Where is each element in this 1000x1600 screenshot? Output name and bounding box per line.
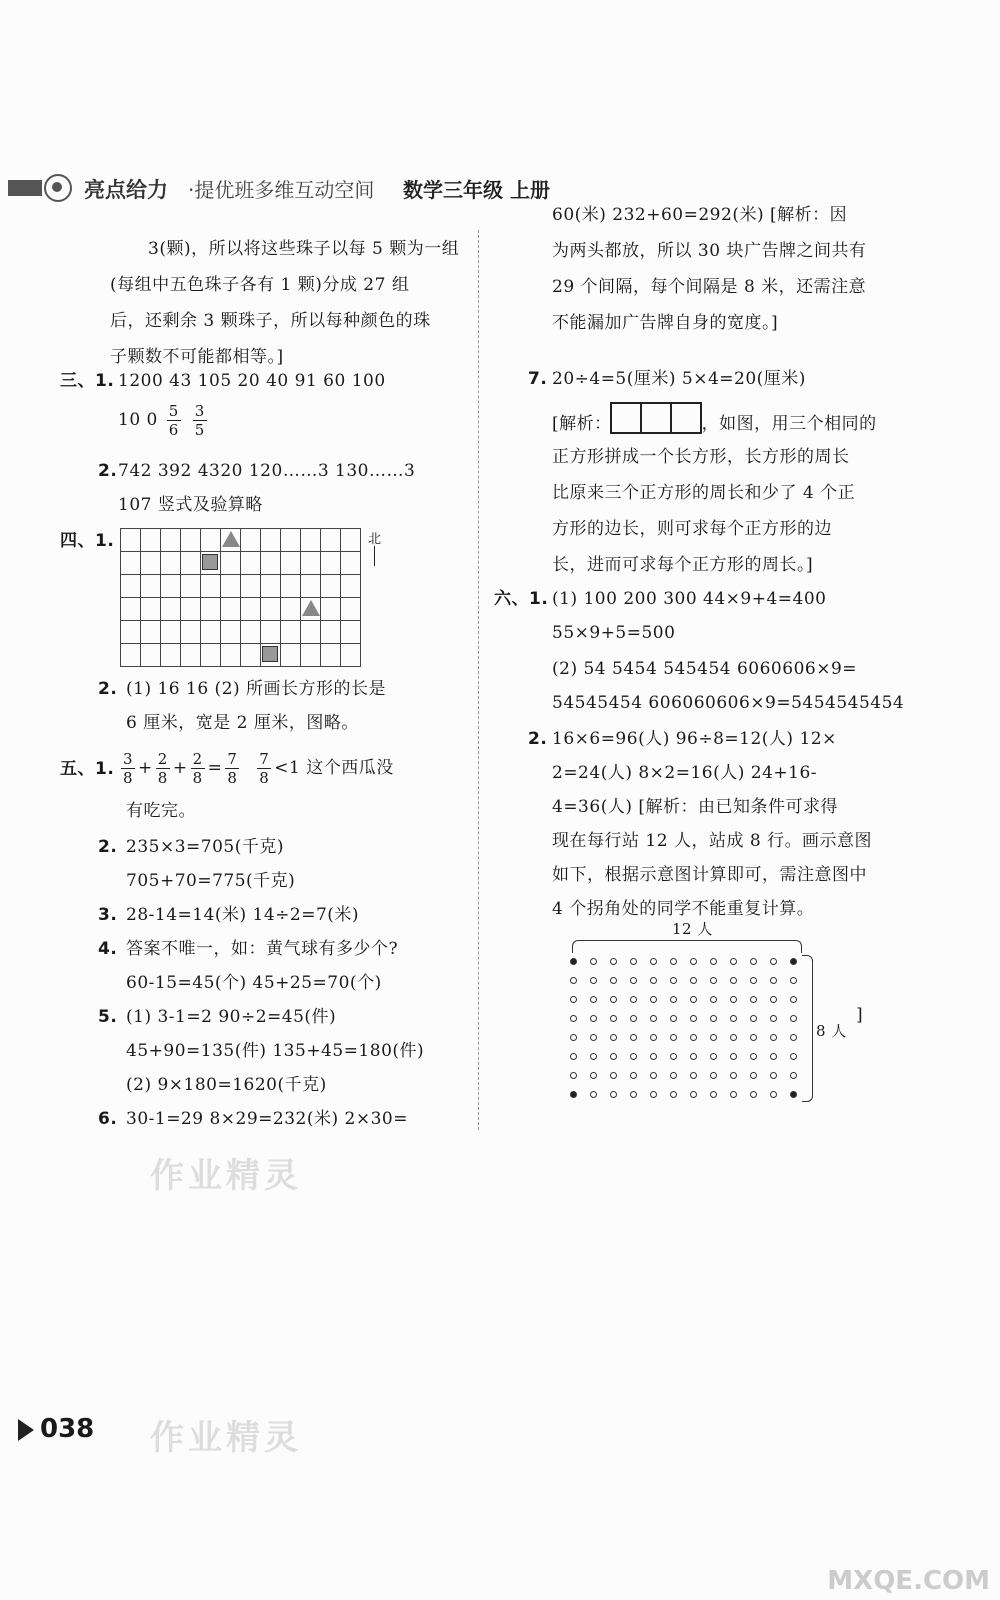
brand-logo-icon <box>44 174 72 202</box>
square <box>640 402 672 434</box>
student-dot <box>690 1034 697 1041</box>
student-dot <box>630 1034 637 1041</box>
text-line: (1) 100 200 300 44×9+4=400 <box>552 589 827 609</box>
student-dot <box>590 1015 597 1022</box>
grid-cell <box>220 643 241 667</box>
student-dot <box>770 1091 777 1098</box>
page-number: 038 <box>40 1414 95 1444</box>
triangle-marker-icon <box>222 531 240 547</box>
square-marker-icon <box>202 554 218 570</box>
student-dot <box>770 1072 777 1079</box>
grid-cell <box>120 597 141 621</box>
item-label: 6. <box>98 1109 118 1129</box>
three-squares-figure <box>612 402 702 447</box>
student-dot <box>570 977 577 984</box>
student-dot <box>770 1015 777 1022</box>
student-dot <box>790 1034 797 1041</box>
top-brace <box>572 940 802 953</box>
grid-cell <box>160 528 181 552</box>
grid-cell <box>260 528 281 552</box>
grid-cell <box>220 597 241 621</box>
student-dot <box>790 996 797 1003</box>
section-label: 三、1. <box>60 371 115 391</box>
text-line: 6 厘米，宽是 2 厘米，图略。 <box>126 713 359 733</box>
student-dot <box>730 996 737 1003</box>
numerator: 2 <box>157 750 168 768</box>
student-dot <box>750 996 757 1003</box>
denominator: 8 <box>227 769 238 787</box>
student-dot <box>730 1053 737 1060</box>
student-dot <box>730 1034 737 1041</box>
grid-cell <box>260 597 281 621</box>
north-label: 北 <box>368 532 382 547</box>
grid-cell <box>300 551 321 575</box>
grid-cell <box>120 574 141 598</box>
text-line: 1200 43 105 20 40 91 60 100 <box>118 371 386 391</box>
student-dot <box>570 1034 577 1041</box>
grid-cell <box>320 643 341 667</box>
student-dot <box>630 996 637 1003</box>
text-span: ，如图，用三个相同的 <box>701 414 877 434</box>
page-arrow-icon <box>18 1419 34 1441</box>
student-dot <box>730 1091 737 1098</box>
student-dot <box>790 977 797 984</box>
fraction <box>257 750 271 787</box>
text-line: 20÷4=5(厘米) 5×4=20(厘米) <box>552 369 806 389</box>
corner-student-dot <box>570 958 577 965</box>
student-dot <box>750 958 757 965</box>
grid-cell <box>300 574 321 598</box>
text-line: 后，还剩余 3 颗珠子，所以每种颜色的珠 <box>110 311 431 331</box>
student-dot <box>670 958 677 965</box>
student-dot <box>750 1034 757 1041</box>
student-dot <box>650 1034 657 1041</box>
grid-cell <box>160 620 181 644</box>
grid-cell <box>200 574 221 598</box>
section-label: 五、1. <box>60 759 115 779</box>
grid-cell <box>220 574 241 598</box>
student-dot <box>690 1072 697 1079</box>
text-line: 长，进而可求每个正方形的周长。] <box>552 555 814 575</box>
text-line: 子颗数不可能都相等。] <box>110 347 284 367</box>
numerator: 3 <box>194 402 205 420</box>
student-dot <box>650 1072 657 1079</box>
item-label: 2. <box>528 729 548 749</box>
student-dot <box>590 958 597 965</box>
grid-cell <box>280 597 301 621</box>
grid-cell <box>240 551 261 575</box>
item-label: 2. <box>98 837 118 857</box>
grid-cell <box>140 528 161 552</box>
item-label: 4. <box>98 939 118 959</box>
grid-cell <box>300 620 321 644</box>
student-dot <box>730 958 737 965</box>
student-dot <box>610 996 617 1003</box>
grid-cell <box>340 620 361 644</box>
text-line: 有吃完。 <box>126 801 196 821</box>
grid-cell <box>120 620 141 644</box>
figure-right-label: 8 人 <box>816 1022 847 1040</box>
student-dot <box>790 1072 797 1079</box>
student-dot <box>710 1072 717 1079</box>
student-dot <box>670 977 677 984</box>
text-line: 235×3=705(千克) <box>126 837 284 857</box>
right-brace <box>802 955 813 1102</box>
corner-student-dot <box>790 1091 797 1098</box>
text-line: 742 392 4320 120……3 130……3 <box>118 461 416 481</box>
student-dot <box>630 1015 637 1022</box>
student-dot <box>630 977 637 984</box>
student-dot <box>610 1053 617 1060</box>
grid-cell <box>280 643 301 667</box>
text-line: (2) 9×180=1620(千克) <box>126 1075 327 1095</box>
grid-cell <box>180 574 201 598</box>
text-line: (2) 54 5454 545454 6060606×9= <box>552 659 858 679</box>
grid-cell <box>340 597 361 621</box>
student-dot <box>710 1015 717 1022</box>
student-dot <box>650 1053 657 1060</box>
text-line: (1) 3-1=2 90÷2=45(件) <box>126 1007 337 1027</box>
grid-cell <box>120 643 141 667</box>
item-label: 5. <box>98 1007 118 1027</box>
grid-cell <box>240 597 261 621</box>
fraction-equation: $\frac{3}{8}$ + $\frac{2}{8}$ + $\frac{2}{8}$ = $\frac{7}{8}$ $\frac{7}{8}$ <1 这个西瓜没 <box>123 750 394 787</box>
student-dot <box>710 958 717 965</box>
grid-cell <box>200 620 221 644</box>
grid-cell <box>280 574 301 598</box>
student-dot <box>710 1053 717 1060</box>
grid-cell <box>320 597 341 621</box>
text-line: 60-15=45(个) 45+25=70(个) <box>126 973 382 993</box>
student-dot <box>710 977 717 984</box>
text-line: 4=36(人) [解析：由已知条件可求得 <box>552 797 838 817</box>
numerator: 5 <box>168 402 179 420</box>
watermark: 作业精灵 <box>150 1418 302 1458</box>
grid-cell <box>160 574 181 598</box>
student-dot <box>790 1053 797 1060</box>
grid-cell <box>280 620 301 644</box>
text-line: 如下，根据示意图计算即可，需注意图中 <box>552 865 867 885</box>
grid-cell <box>160 551 181 575</box>
denominator: 5 <box>194 421 205 439</box>
student-dot <box>670 1034 677 1041</box>
student-dot <box>670 1072 677 1079</box>
text-line: 答案不唯一，如：黄气球有多少个? <box>126 939 399 959</box>
grid-cell <box>280 551 301 575</box>
grid-cell <box>120 528 141 552</box>
fraction <box>225 750 239 787</box>
brand-subtitle: ·提优班多维互动空间 <box>188 178 375 202</box>
text-line: 45+90=135(件) 135+45=180(件) <box>126 1041 425 1061</box>
corner-student-dot <box>790 958 797 965</box>
fraction <box>156 750 170 787</box>
fraction <box>191 750 205 787</box>
text-line: 29 个间隔，每个间隔是 8 米，还需注意 <box>552 277 867 297</box>
student-dot <box>750 977 757 984</box>
grid-map <box>120 528 360 668</box>
grid-cell <box>300 528 321 552</box>
text-line: 不能漏加广告牌自身的宽度。] <box>552 313 779 333</box>
grid-cell <box>140 574 161 598</box>
student-dot-diagram <box>570 958 810 1103</box>
text-line: 30-1=29 8×29=232(米) 2×30= <box>126 1109 408 1129</box>
subject-title: 数学三年级 上册 <box>403 178 550 202</box>
student-dot <box>770 1034 777 1041</box>
figure-top-label: 12 人 <box>672 920 713 938</box>
grid-cell <box>340 574 361 598</box>
student-dot <box>630 1091 637 1098</box>
numerator: 7 <box>259 750 270 768</box>
student-dot <box>730 1072 737 1079</box>
text-line: 54545454 606060606×9=5454545454 <box>552 693 905 713</box>
text-line: 3(颗)，所以将这些珠子以每 5 颗为一组 <box>148 239 460 259</box>
student-dot <box>710 1034 717 1041</box>
text-line: 16×6=96(人) 96÷8=12(人) 12× <box>552 729 837 749</box>
grid-cell <box>140 643 161 667</box>
north-arrow-icon <box>374 546 375 566</box>
student-dot <box>650 1091 657 1098</box>
grid-cell <box>320 528 341 552</box>
text-line: 方形的边长，则可求每个正方形的边 <box>552 519 832 539</box>
student-dot <box>670 1015 677 1022</box>
grid-cell <box>340 551 361 575</box>
grid-cell <box>240 528 261 552</box>
grid-cell <box>220 551 241 575</box>
numerator: 2 <box>192 750 203 768</box>
closing-bracket: ] <box>856 1005 864 1025</box>
item-label: 7. <box>528 369 548 389</box>
grid-cell <box>140 597 161 621</box>
grid-cell <box>260 551 281 575</box>
student-dot <box>570 996 577 1003</box>
student-dot <box>650 977 657 984</box>
grid-cell <box>140 551 161 575</box>
grid-cell <box>280 528 301 552</box>
student-dot <box>650 996 657 1003</box>
student-dot <box>610 1015 617 1022</box>
grid-cell <box>300 643 321 667</box>
grid-cell <box>260 620 281 644</box>
student-dot <box>770 1053 777 1060</box>
item-label: 2. <box>98 679 118 699</box>
grid-cell <box>240 620 261 644</box>
text-line: 705+70=775(千克) <box>126 871 296 891</box>
text-span: [解析： <box>552 414 612 434</box>
student-dot <box>610 1072 617 1079</box>
student-dot <box>670 996 677 1003</box>
fraction <box>167 402 181 439</box>
site-watermark: MXQE.COM <box>827 1566 990 1596</box>
denominator: 8 <box>259 769 270 787</box>
student-dot <box>610 1034 617 1041</box>
triangle-marker-icon <box>302 600 320 616</box>
text-span: 10 0 <box>118 410 158 430</box>
text-span: <1 这个西瓜没 <box>274 758 394 778</box>
fraction <box>121 750 135 787</box>
corner-student-dot <box>570 1091 577 1098</box>
text-line: 2=24(人) 8×2=16(人) 24+16- <box>552 763 818 783</box>
grid-cell <box>140 620 161 644</box>
student-dot <box>630 1053 637 1060</box>
grid-cell <box>340 528 361 552</box>
grid-cell <box>320 620 341 644</box>
grid-cell <box>180 528 201 552</box>
square <box>670 402 702 434</box>
grid-cell <box>200 643 221 667</box>
student-dot <box>770 977 777 984</box>
student-dot <box>630 1072 637 1079</box>
student-dot <box>610 977 617 984</box>
student-dot <box>610 1091 617 1098</box>
text-line: 55×9+5=500 <box>552 623 676 643</box>
student-dot <box>590 1034 597 1041</box>
student-dot <box>730 1015 737 1022</box>
section-label: 六、1. <box>494 589 549 609</box>
student-dot <box>690 1053 697 1060</box>
square <box>610 402 642 434</box>
text-line: 4 个拐角处的同学不能重复计算。 <box>552 899 815 919</box>
text-line: 比原来三个正方形的周长和少了 4 个正 <box>552 483 856 503</box>
student-dot <box>750 1091 757 1098</box>
student-dot <box>730 977 737 984</box>
grid-cell <box>260 574 281 598</box>
grid-cell <box>240 574 261 598</box>
square-marker-icon <box>262 646 278 662</box>
item-label: 2. <box>98 461 118 481</box>
grid-cell <box>180 597 201 621</box>
denominator: 8 <box>192 769 203 787</box>
student-dot <box>690 958 697 965</box>
grid-cell <box>180 551 201 575</box>
grid-cell <box>340 643 361 667</box>
student-dot <box>590 1091 597 1098</box>
grid-cell <box>240 643 261 667</box>
text-line-with-figure <box>552 402 877 447</box>
student-dot <box>670 1091 677 1098</box>
text-line: (1) 16 16 (2) 所画长方形的长是 <box>126 679 387 699</box>
text-line: 107 竖式及验算略 <box>118 495 263 515</box>
student-dot <box>650 1015 657 1022</box>
grid-cell <box>320 551 341 575</box>
grid-cell <box>120 551 141 575</box>
numerator: 7 <box>227 750 238 768</box>
student-dot <box>590 1072 597 1079</box>
grid-cell <box>200 528 221 552</box>
text-line: (每组中五色珠子各有 1 颗)分成 27 组 <box>110 275 410 295</box>
column-divider <box>478 230 479 1130</box>
fraction <box>193 402 207 439</box>
grid-cell <box>200 597 221 621</box>
brand-title: 亮点给力 <box>84 178 168 202</box>
student-dot <box>630 958 637 965</box>
student-dot <box>670 1053 677 1060</box>
student-dot <box>790 1015 797 1022</box>
text-line: 60(米) 232+60=292(米) [解析：因 <box>552 205 848 225</box>
student-dot <box>710 996 717 1003</box>
student-dot <box>770 996 777 1003</box>
student-dot <box>750 1015 757 1022</box>
student-dot <box>690 1091 697 1098</box>
grid-cell <box>160 643 181 667</box>
student-dot <box>690 996 697 1003</box>
fraction-line <box>118 402 210 439</box>
section-label: 四、1. <box>60 531 115 551</box>
page-header <box>8 172 608 202</box>
student-dot <box>650 958 657 965</box>
student-dot <box>750 1072 757 1079</box>
item-label: 3. <box>98 905 118 925</box>
text-line: 28-14=14(米) 14÷2=7(米) <box>126 905 360 925</box>
student-dot <box>570 1015 577 1022</box>
numerator: 3 <box>123 750 134 768</box>
text-line: 为两头都放，所以 30 块广告牌之间共有 <box>552 241 867 261</box>
student-dot <box>690 1015 697 1022</box>
student-dot <box>710 1091 717 1098</box>
student-dot <box>590 977 597 984</box>
grid-cell <box>220 620 241 644</box>
header-bar <box>8 180 42 196</box>
student-dot <box>770 958 777 965</box>
watermark: 作业精灵 <box>150 1156 302 1196</box>
text-line: 现在每行站 12 人，站成 8 行。画示意图 <box>552 831 873 851</box>
student-dot <box>750 1053 757 1060</box>
denominator: 8 <box>123 769 134 787</box>
grid-cell <box>180 620 201 644</box>
grid-cell <box>180 643 201 667</box>
text-line: 正方形拼成一个长方形，长方形的周长 <box>552 447 850 467</box>
student-dot <box>570 1053 577 1060</box>
student-dot <box>590 1053 597 1060</box>
student-dot <box>590 996 597 1003</box>
grid-cell <box>320 574 341 598</box>
denominator: 6 <box>168 421 179 439</box>
denominator: 8 <box>157 769 168 787</box>
grid-cell <box>160 597 181 621</box>
student-dot <box>610 958 617 965</box>
student-dot <box>570 1072 577 1079</box>
student-dot <box>690 977 697 984</box>
